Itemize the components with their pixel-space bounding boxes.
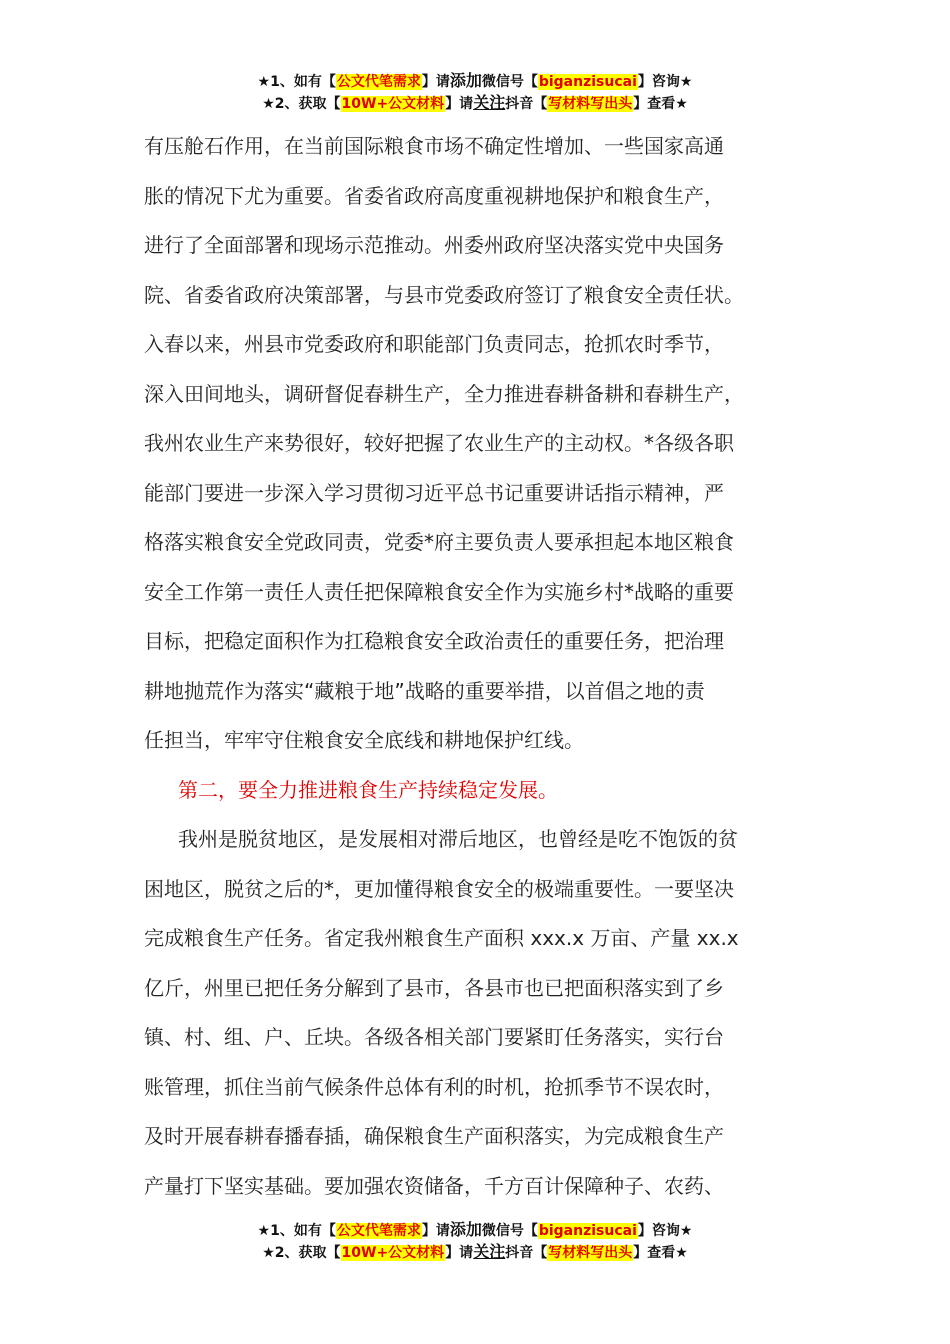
douyin-account-highlight: 写材料写出头 bbox=[548, 1245, 633, 1261]
text-line: 入春以来，州县市党委政府和职能部门负责同志，抢抓农时季节， bbox=[144, 332, 724, 356]
footer-line-2: ★2、获取【10W+公文材料】请关注抖音【写材料写出头】查看★ bbox=[262, 1242, 688, 1261]
text-line: 能部门要进一步深入学习贯彻习近平总书记重要讲话指示精神，严 bbox=[144, 480, 724, 505]
text-line: 深入田间地头，调研督促春耕生产，全力推进春耕备耕和春耕生产， bbox=[144, 381, 744, 406]
materials-highlight: 10W+公文材料 bbox=[341, 1245, 445, 1261]
text-line: 产量打下坚实基础。要加强农资储备，千方百计保障种子、农药、 bbox=[144, 1173, 724, 1198]
materials-highlight: 10W+公文材料 bbox=[341, 96, 445, 112]
text-line: 亿斤，州里已把任务分解到了县市，各县市也已把面积落实到了乡 bbox=[144, 975, 724, 1000]
footer-banner bbox=[0, 1219, 950, 1263]
text-line: 困地区，脱贫之后的*，更加懂得粮食安全的极端重要性。一要坚决 bbox=[144, 876, 734, 901]
text-line: 我州是脱贫地区，是发展相对滞后地区，也曾经是吃不饱饭的贫 bbox=[178, 827, 738, 851]
section-heading-2: 第二，要全力推进粮食生产持续稳定发展。 bbox=[178, 777, 558, 802]
text-line: 有压舱石作用，在当前国际粮食市场不确定性增加、一些国家高通 bbox=[144, 134, 724, 158]
ghostwriting-highlight: 公文代笔需求 bbox=[336, 74, 421, 90]
document-body bbox=[144, 122, 812, 1211]
text-line: 院、省委省政府决策部署，与县市党委政府签订了粮食安全责任状。 bbox=[144, 282, 744, 307]
text-line: 安全工作第一责任人责任把保障粮食安全作为实施乡村*战略的重要 bbox=[144, 579, 734, 604]
header-line-1: ★1、如有【公文代笔需求】请添加微信号【biganzisucai】咨询★ bbox=[257, 71, 693, 90]
text-line: 任担当，牢牢守住粮食安全底线和耕地保护红线。 bbox=[144, 728, 584, 752]
text-line: 进行了全面部署和现场示范推动。州委州政府坚决落实党中央国务 bbox=[144, 233, 724, 257]
paragraph-1 bbox=[144, 122, 812, 766]
text-line: 目标，把稳定面积作为扛稳粮食安全政治责任的重要任务，把治理 bbox=[144, 629, 724, 653]
header-line-2: ★2、获取【10W+公文材料】请关注抖音【写材料写出头】查看★ bbox=[262, 93, 688, 112]
text-line: 及时开展春耕春播春插，确保粮食生产面积落实，为完成粮食生产 bbox=[144, 1124, 724, 1148]
text-line: 耕地抛荒作为落实“藏粮于地”战略的重要举措，以首倡之地的责 bbox=[144, 678, 705, 703]
text-line: 格落实粮食安全党政同责，党委*府主要负责人要承担起本地区粮食 bbox=[144, 530, 734, 554]
text-line: 账管理，抓住当前气候条件总体有利的时机，抢抓季节不误农时， bbox=[144, 1074, 724, 1099]
text-line: 胀的情况下尤为重要。省委省政府高度重视耕地保护和粮食生产， bbox=[144, 183, 724, 208]
paragraph-2 bbox=[144, 815, 812, 1211]
wechat-id-highlight: biganzisucai bbox=[538, 1223, 637, 1239]
douyin-account-highlight: 写材料写出头 bbox=[548, 96, 633, 112]
ghostwriting-highlight: 公文代笔需求 bbox=[336, 1223, 421, 1239]
text-line: 我州农业生产来势很好，较好把握了农业生产的主动权。*各级各职 bbox=[144, 431, 734, 455]
text-line: 镇、村、组、户、丘块。各级各相关部门要紧盯任务落实，实行台 bbox=[144, 1025, 724, 1049]
text-line: 完成粮食生产任务。省定我州粮食生产面积 xxx.x 万亩、产量 xx.x bbox=[144, 926, 739, 950]
wechat-id-highlight: biganzisucai bbox=[538, 74, 637, 90]
footer-line-1: ★1、如有【公文代笔需求】请添加微信号【biganzisucai】咨询★ bbox=[257, 1220, 693, 1239]
header-banner bbox=[0, 70, 950, 114]
